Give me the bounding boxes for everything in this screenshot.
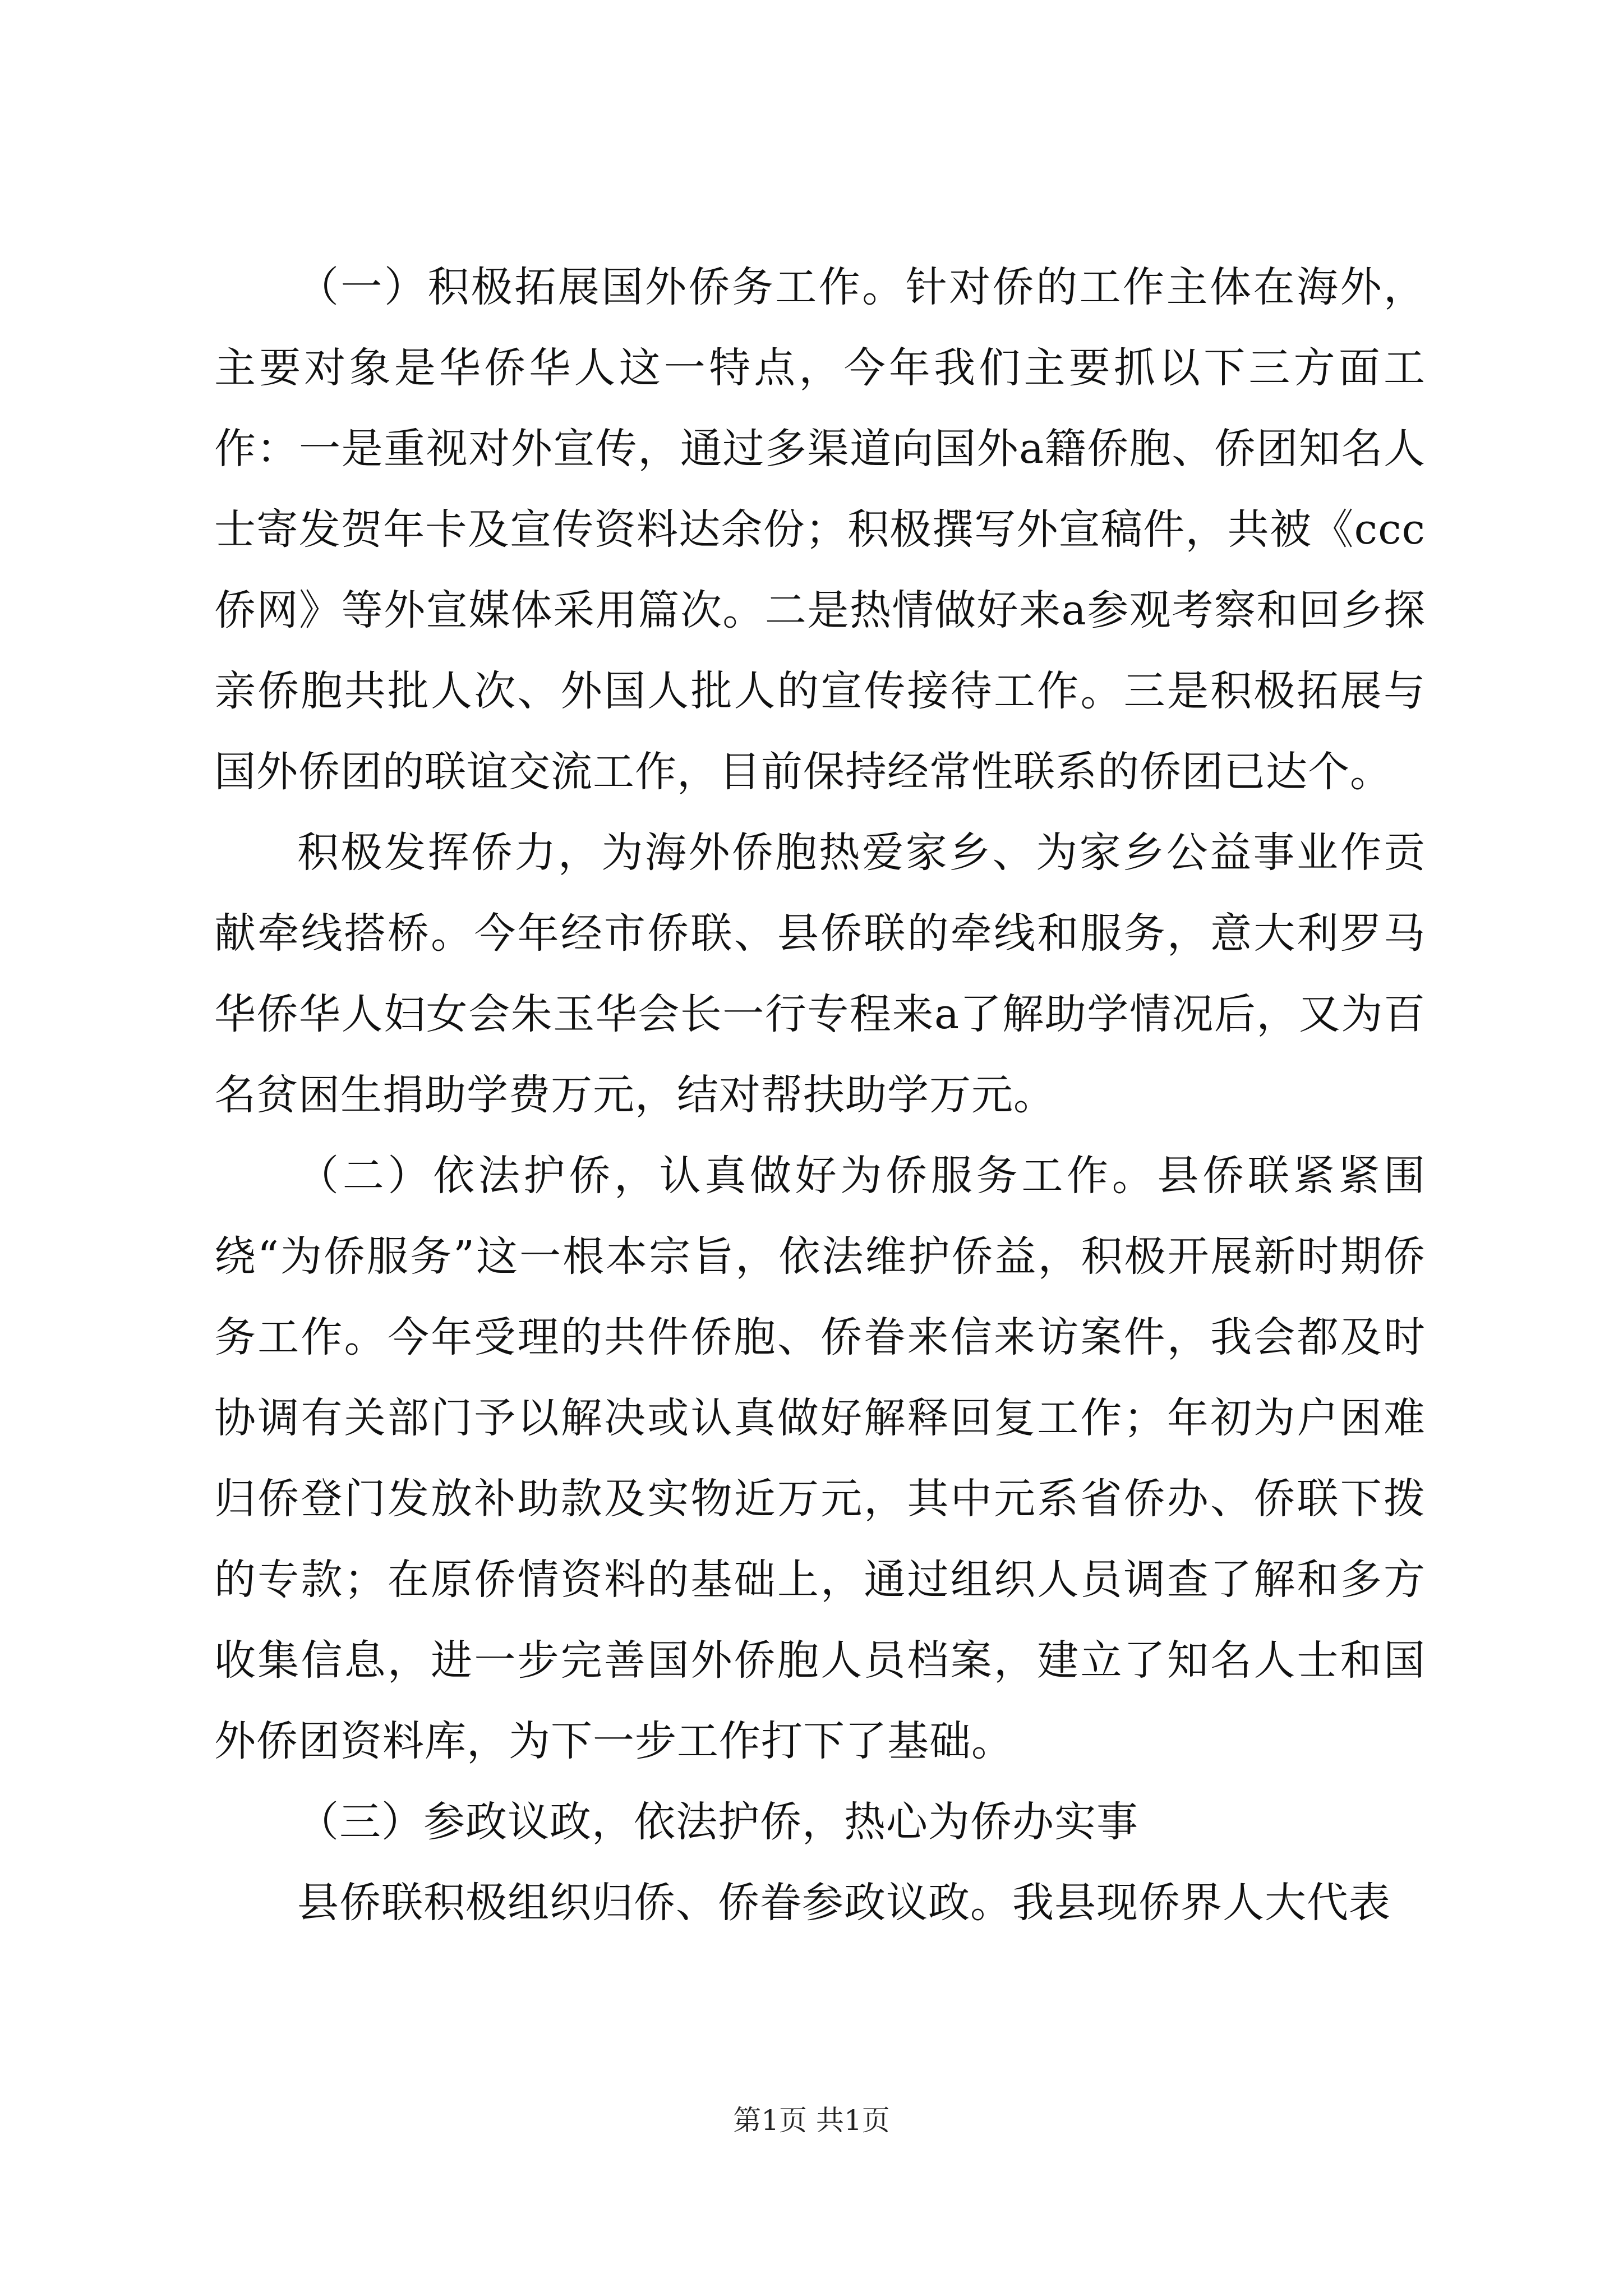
section-heading-participate-politics: （三）参政议政，依法护侨，热心为侨办实事 [297,1798,1138,1846]
paragraph-participate-politics: 县侨联积极组织归侨、侨眷参政议政。我县现侨界人大代表 [297,1879,1391,1927]
paragraph-overseas-contribution: 积极发挥侨力，为海外侨胞热爱家乡、为家乡公益事业作贡献牵线搭桥。今年经市侨联、县侨联的牵线和服务，意大利罗马华侨华人妇女会朱玉华会长一行专程来a了解助学情况后，又为百名贫困生捐助学费万元，结对帮扶助学万元。 [214,829,1426,1119]
paragraph-protect-overseas-chinese: （二）依法护侨，认真做好为侨服务工作。县侨联紧紧围绕“为侨服务”这一根本宗旨，依法维护侨益，积极开展新时期侨务工作。今年受理的共件侨胞、侨眷来信来访案件，我会都及时协调有关部门予以解决或认真做好解释回复工作；年初为户困难归侨登门发放补助款及实物近万元，其中元系省侨办、侨联下拨的专款；在原侨情资料的基础上，通过组织人员调查了解和多方收集信息，进一步完善国外侨胞人员档案，建立了知名人士和国外侨团资料库，为下一步工作打下了基础。 [214,1152,1426,1765]
document-body [214,247,1426,1943]
page-number-footer: 第1页 共1页 [733,2104,890,2137]
paragraph-overseas-work: （一）积极拓展国外侨务工作。针对侨的工作主体在海外，主要对象是华侨华人这一特点，今年我们主要抓以下三方面工作：一是重视对外宣传，通过多渠道向国外a籍侨胞、侨团知名人士寄发贺年卡及宣传资料达余份；积极撰写外宣稿件，共被《ccc侨网》等外宣媒体采用篇次。二是热情做好来a参观考察和回乡探亲侨胞共批人次、外国人批人的宣传接待工作。三是积极拓展与国外侨团的联谊交流工作，目前保持经常性联系的侨团已达个。 [214,263,1426,796]
